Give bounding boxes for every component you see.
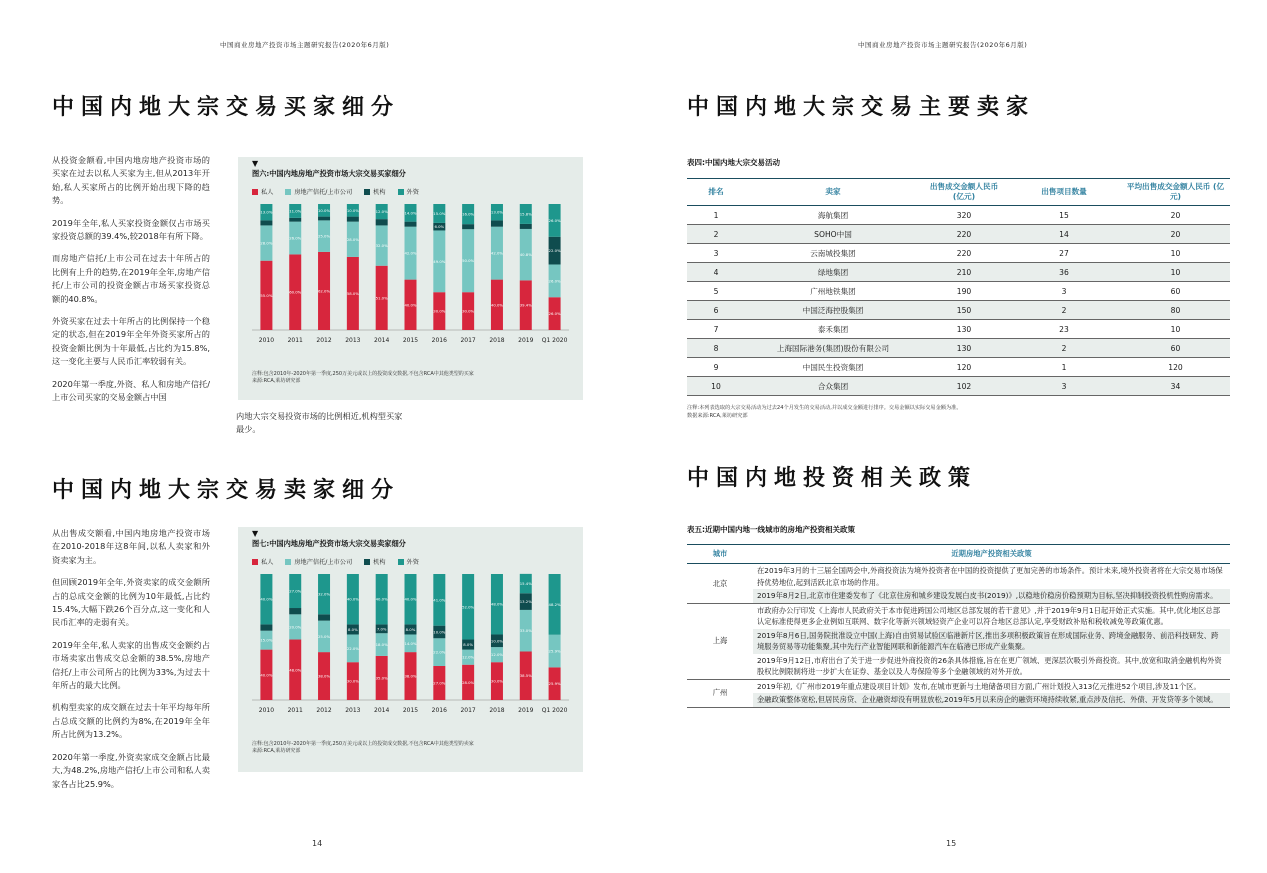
data-label: 51.0%: [375, 295, 388, 301]
data-label: 50.0%: [462, 258, 475, 264]
table-cell: 10: [1121, 320, 1230, 339]
table-cell: 120: [921, 358, 1007, 377]
data-label: 22.0%: [548, 248, 561, 254]
paragraph: 2019年全年,私人买家投资金额仅占市场买家投资总额的39.4%,较2018年有所下降。: [52, 217, 210, 242]
table-note-line: 注释:本列表选取的大宗交易活动为过去24个月发生的交易活动,并以成交金额进行排序。交易金额以实际交易金额为准。: [687, 405, 962, 411]
bar-segment: [347, 217, 359, 222]
buyers-text-column: [52, 154, 210, 414]
table-cell: 34: [1121, 377, 1230, 396]
data-label: 13.2%: [519, 599, 532, 605]
sellers-text-column: [52, 527, 210, 800]
paragraph: 从投资金额看,中国内地房地产投资市场的买家在过去以私人买家为主,但从2013年开始,私人买家所占的比例开始出现下降的趋势。: [52, 155, 210, 206]
data-label: 48.2%: [548, 601, 561, 607]
sellers-chart-panel: [238, 527, 583, 772]
table-row: [687, 339, 1230, 358]
x-tick-label: 2014: [374, 337, 390, 344]
caret-down-icon: ▼: [252, 159, 259, 168]
x-tick-label: 2017: [460, 337, 476, 344]
policy-item: 2019年8月6日,国务院批准设立中国(上海)自由贸易试验区临港新片区,推出多项积极政策旨在形成国际业务、跨境金融服务、前沿科技研发、跨境服务贸易等功能集聚,其中先行产业智能网联和新能源汽车在临港已形成产业集聚。: [753, 629, 1230, 654]
data-label: 28.0%: [260, 240, 273, 246]
bar-segment: [491, 220, 503, 226]
paragraph: 但回顾2019年全年,外资卖家的成交金额所占的总成交金额的比例为10年最低,占比约15.4%,大幅下跌26个百分点,这一变化和人民币汇率的走弱有关。: [52, 577, 210, 628]
buyers-chart-panel: [238, 157, 583, 400]
running-header: 中国商业房地产投资市场主题研究报告(2020年6月版): [858, 41, 1028, 49]
table-cell: 2: [1007, 339, 1121, 358]
bar-segment: [289, 608, 301, 614]
bar-segment: [260, 624, 272, 630]
table-cell: 120: [1121, 358, 1230, 377]
legend-swatch: [252, 189, 258, 195]
table-cell: 9: [687, 358, 745, 377]
data-label: 40.0%: [260, 672, 273, 678]
data-label: 27.0%: [433, 680, 446, 686]
table-row: [687, 301, 1230, 320]
table-cell: 14: [1007, 225, 1121, 244]
table-cell: 上海国际港务(集团)股份有限公司: [745, 339, 921, 358]
table-cell: 7: [687, 320, 745, 339]
data-label: 16.0%: [462, 211, 475, 217]
policy-row: [687, 604, 1230, 680]
bar-segment: [318, 217, 330, 221]
data-label: 38.0%: [318, 673, 331, 679]
table-cell: 130: [921, 320, 1007, 339]
chart-legend: [252, 187, 419, 196]
legend-label: 外资: [406, 559, 419, 566]
column-header: 城市: [712, 549, 728, 559]
table-cell: 102: [921, 377, 1007, 396]
table-row: [687, 206, 1230, 225]
data-label: 30.0%: [462, 308, 475, 314]
x-tick-label: 2019: [518, 337, 534, 344]
x-tick-label: 2015: [402, 707, 419, 714]
table-cell: 绿地集团: [745, 263, 921, 282]
data-label: 25.0%: [318, 233, 331, 239]
column-header: 平均出售成交金额人民币 (亿元): [1121, 179, 1230, 206]
data-label: 12.0%: [375, 209, 388, 215]
policy-item: 金融政策整体宽松,但居民房贷、企业融资却没有明显放松,2019年5月以来房企的融资环境持续收紧,重点涉及信托、外债、开发贷等多个领域。: [753, 693, 1230, 707]
policy-table: [687, 544, 1230, 708]
x-tick-label: Q1 2020: [541, 337, 568, 344]
table-cell: 190: [921, 282, 1007, 301]
table-cell: 广州地铁集团: [745, 282, 921, 301]
chart-caption: 图七:中国内地房地产投资市场大宗交易卖家细分: [252, 539, 406, 548]
chart-note: [252, 371, 474, 385]
legend-label: 私人: [261, 559, 274, 566]
data-label: 40.8%: [519, 252, 532, 258]
page-number: 14: [312, 839, 323, 848]
paragraph: 从出售成交额看,中国内地房地产投资市场在2010-2018年这8年间,以私人卖家和外资卖家为主。: [52, 528, 210, 565]
legend-label: 房地产信托/上市公司: [294, 189, 353, 196]
table-cell: 2: [687, 225, 745, 244]
data-label: 28.0%: [462, 679, 475, 685]
data-label: 40.0%: [346, 596, 359, 602]
table-cell: 130: [921, 339, 1007, 358]
paragraph: 外资买家在过去十年所占的比例保持一个稳定的状态,但在2019年全年外资买家所占的投资金额比例为十年最低,占比约为15.8%,这一变化主要与人民币汇率较弱有关。: [52, 316, 210, 367]
data-label: 14.0%: [404, 210, 417, 216]
x-tick-label: 2013: [345, 337, 361, 344]
data-label: 40.0%: [404, 596, 417, 602]
x-tick-label: 2018: [489, 337, 505, 344]
table-row: [687, 320, 1230, 339]
paragraph: 而房地产信托/上市公司在过去十年所占的比例有上升的趋势,在2019年全年,房地产信托/上市公司的投资金额占市场买家投资总额的40.8%。: [52, 253, 210, 304]
bar-segment: [520, 224, 532, 229]
table-cell: 合众集团: [745, 377, 921, 396]
buyers-continuation-text: 内地大宗交易投资市场的比例相近,机构型买家最少。: [236, 411, 403, 435]
table-cell: 320: [921, 206, 1007, 225]
data-label: 8.0%: [348, 626, 358, 632]
table-cell: 10: [1121, 244, 1230, 263]
x-tick-label: 2012: [316, 707, 332, 714]
data-label: 15.0%: [433, 210, 446, 216]
caret-down-icon: ▼: [252, 529, 259, 538]
table-cell: 3: [1007, 377, 1121, 396]
data-label: 40.0%: [375, 596, 388, 602]
table-caption: 表四:中国内地大宗交易活动: [687, 158, 780, 167]
data-label: 41.0%: [433, 597, 446, 603]
x-tick-label: 2019: [518, 707, 534, 714]
data-label: 12.0%: [462, 654, 475, 660]
x-tick-label: 2016: [431, 337, 447, 344]
bar-segment: [405, 222, 417, 227]
table-row: [687, 263, 1230, 282]
data-label: 6.0%: [434, 224, 445, 230]
x-tick-label: 2010: [258, 707, 275, 714]
data-label: 62.0%: [318, 288, 331, 294]
table-cell: SOHO中国: [745, 225, 921, 244]
table-cell: 1: [687, 206, 745, 225]
table-cell: 20: [1121, 225, 1230, 244]
table-cell: 27: [1007, 244, 1121, 263]
policy-city: 上海: [712, 636, 728, 646]
data-label: 18.0%: [375, 642, 388, 648]
legend-swatch: [285, 559, 291, 565]
data-label: 11.0%: [289, 208, 302, 214]
table-header-row: [687, 179, 1230, 206]
data-label: 8.0%: [463, 642, 473, 648]
data-label: 13.0%: [260, 209, 273, 215]
page-number: 15: [946, 839, 957, 848]
data-label: 7.0%: [376, 626, 387, 632]
legend-swatch: [364, 559, 370, 565]
policy-section-title: 中国内地投资相关政策: [687, 466, 978, 491]
column-header: 出售成交金额人民币 (亿元): [921, 179, 1007, 206]
data-label: 30.0%: [346, 678, 359, 684]
data-label: 28.0%: [346, 236, 359, 242]
chart-source-line: 来源:RCA,莱坊研究部: [252, 748, 301, 754]
table-cell: 60: [1121, 339, 1230, 358]
data-label: 22.0%: [346, 645, 359, 651]
data-label: 60.0%: [289, 289, 302, 295]
data-label: 26.0%: [548, 217, 561, 223]
legend-swatch: [398, 189, 404, 195]
legend-item-private: [252, 187, 273, 196]
data-label: 25.9%: [548, 681, 561, 687]
data-label: 10.0%: [433, 629, 446, 635]
data-label: 10.0%: [490, 638, 503, 644]
legend-item-foreign: [398, 557, 419, 566]
data-label: 38.0%: [404, 673, 417, 679]
table-cell: 20: [1121, 206, 1230, 225]
table-cell: 8: [687, 339, 745, 358]
x-tick-label: 2012: [316, 337, 332, 344]
table-cell: 3: [1007, 282, 1121, 301]
policy-city: 广州: [712, 688, 728, 698]
chart-note: [252, 741, 474, 755]
table-cell: 60: [1121, 282, 1230, 301]
chart-note-line: 注释:包含2010年-2020年第一季度,250万美元或以上的投资成交数据,不包含RCA中其他类型的买家: [252, 371, 474, 377]
data-label: 10.0%: [346, 207, 359, 213]
table-cell: 中国泛海控股集团: [745, 301, 921, 320]
top-sellers-table: [687, 178, 1230, 396]
table-cell: 中国民生投资集团: [745, 358, 921, 377]
data-label: 14.0%: [404, 640, 417, 646]
data-label: 32.0%: [375, 243, 388, 249]
data-label: 15.8%: [519, 211, 532, 217]
paragraph: 2019年全年,私人卖家的出售成交金额约占市场卖家出售成交总金额的38.5%,房地产信托/上市公司所占的比例为33%,为过去十年所占的最大比例。: [52, 639, 210, 691]
policy-city: 北京: [712, 578, 728, 588]
data-label: 52.0%: [462, 604, 475, 610]
paragraph: 2020年第一季度,外资、私人和房地产信托/上市公司买家的交易金额占中国: [52, 378, 210, 403]
policy-item: 2019年初,《广州市2019年重点建设项目计划》发布,在城市更新与土地储备项目方面,广州计划投入313亿元推进52个项目,涉及11个区。: [757, 681, 1201, 691]
data-label: 33.0%: [519, 628, 532, 634]
legend-item-foreign: [398, 187, 419, 196]
table-row: [687, 244, 1230, 263]
legend-label: 机构: [373, 189, 386, 196]
data-label: 55.0%: [260, 292, 273, 298]
table-cell: 5: [687, 282, 745, 301]
policy-item: 2019年9月12日,市府出台了关于进一步促进外商投资的26条具体措施,旨在在更广领域、更深层次吸引外商投资。其中,放宽和取消金融机构外资股权比例限制将进一步扩大在证券、基金以及人寿保险等多个金融领域的对外开放。: [757, 655, 1222, 676]
data-label: 25.0%: [318, 633, 331, 639]
policy-item: 在2019年3月的十三届全国两会中,外商投资法为境外投资者在中国的投资提供了更加完善的市场条件。预计未来,境外投资者将在大宗交易市场保持优势地位,起到活跃北京市场的作用。: [757, 566, 1223, 587]
data-label: 30.0%: [490, 678, 503, 684]
x-tick-label: 2018: [489, 707, 505, 714]
table-cell: 海航集团: [745, 206, 921, 225]
bar-segment: [462, 224, 474, 229]
table-body: [687, 206, 1230, 396]
chart-note-line: 注释:包含2010年-2020年第一季度,250万美元或以上的投资成交数据,不包含RCA中其他类型的卖家: [252, 741, 474, 747]
data-label: 48.0%: [289, 667, 302, 673]
table-row: [687, 225, 1230, 244]
data-label: 10.0%: [318, 207, 331, 213]
table-caption: 表五:近期中国内地一线城市的房地产投资相关政策: [687, 525, 855, 534]
data-label: 49.0%: [433, 258, 446, 264]
legend-item-private: [252, 557, 273, 566]
table-cell: 云南城投集团: [745, 244, 921, 263]
table-note: [687, 405, 962, 420]
data-label: 38.5%: [519, 673, 532, 679]
chart-source-line: 来源:RCA,莱坊研究部: [252, 378, 301, 384]
column-header: 卖家: [745, 179, 921, 206]
data-label: 40.0%: [404, 302, 417, 308]
policy-items: [753, 680, 1230, 707]
policy-row: [687, 564, 1230, 604]
x-tick-label: Q1 2020: [541, 707, 568, 714]
left-page: [0, 0, 633, 873]
table-cell: 10: [1121, 263, 1230, 282]
data-label: 42.0%: [404, 250, 417, 256]
chart-legend: [252, 557, 419, 566]
data-label: 40.0%: [260, 596, 273, 602]
data-label: 32.0%: [318, 591, 331, 597]
data-label: 20.0%: [289, 624, 302, 630]
table-row: [687, 377, 1230, 396]
data-label: 26.0%: [289, 235, 302, 241]
table-cell: 210: [921, 263, 1007, 282]
data-label: 25.9%: [548, 648, 561, 654]
table-row: [687, 282, 1230, 301]
column-header: 出售项目数量: [1007, 179, 1121, 206]
data-label: 26.0%: [548, 278, 561, 284]
table-cell: 15: [1007, 206, 1121, 225]
policy-item: 2019年8月2日,北京市住建委发布了《北京住房和城乡建设发展白皮书(2019)》,以稳地价稳房价稳预期为目标,坚决抑制投资投机性购房需求。: [753, 589, 1230, 603]
table-cell: 泰禾集团: [745, 320, 921, 339]
legend-item-institution: [364, 187, 385, 196]
bar-segment: [318, 614, 330, 620]
data-label: 13.0%: [490, 209, 503, 215]
x-tick-label: 2010: [258, 337, 275, 344]
data-label: 42.0%: [490, 250, 503, 256]
x-tick-label: 2016: [431, 707, 447, 714]
buyers-section-title: 中国内地大宗交易买家细分: [52, 95, 401, 120]
bar-segment: [289, 218, 301, 222]
column-header: 近期房地产投资相关政策: [951, 549, 1032, 559]
table-cell: 80: [1121, 301, 1230, 320]
bar-segment: [376, 219, 388, 225]
sellers-section-title: 中国内地大宗交易卖家细分: [52, 478, 401, 503]
legend-label: 私人: [261, 189, 274, 196]
table-source-line: 数据来源:RCA,莱坊研究部: [687, 412, 748, 419]
table-cell: 23: [1007, 320, 1121, 339]
legend-label: 机构: [373, 559, 386, 566]
policy-row: [687, 680, 1230, 708]
paragraph: 2020年第一季度,外资卖家成交金额占比最大,为48.2%,房地产信托/上市公司和私人卖家各占比25.9%。: [52, 751, 210, 789]
table-cell: 220: [921, 244, 1007, 263]
x-tick-label: 2013: [345, 707, 361, 714]
data-label: 58.0%: [346, 290, 359, 296]
data-label: 15.4%: [519, 581, 532, 587]
x-tick-label: 2014: [374, 707, 390, 714]
legend-label: 房地产信托/上市公司: [294, 559, 353, 566]
paragraph: 机构型卖家的成交额在过去十年平均每年所占总成交额的比例约为8%,在2019年全年所占比例为13.2%。: [52, 702, 210, 740]
table-cell: 2: [1007, 301, 1121, 320]
table-body: [687, 564, 1230, 708]
data-label: 30.0%: [433, 308, 446, 314]
table-cell: 220: [921, 225, 1007, 244]
policy-item: 市政府办公厅印发《上海市人民政府关于本市促进跨国公司地区总部发展的若干意见》,并于2019年9月1日起开始正式实施。其中,优化地区总部认定标准使得更多企业例如互联网、数字化等新兴领域轻资产企业可以符合地区总部认定,享受财政补贴和税收减免等政策优惠。: [757, 605, 1221, 626]
main-sellers-section-title: 中国内地大宗交易主要卖家: [687, 95, 1036, 120]
table-header-row: [687, 544, 1230, 564]
legend-item-institution: [364, 557, 385, 566]
x-tick-label: 2011: [287, 337, 303, 344]
data-label: 39.4%: [519, 302, 532, 308]
data-label: 22.0%: [433, 649, 446, 655]
legend-swatch: [285, 189, 291, 195]
table-cell: 6: [687, 301, 745, 320]
column-header: 排名: [687, 179, 745, 206]
legend-item-reit: [285, 557, 352, 566]
legend-swatch: [364, 189, 370, 195]
data-label: 8.0%: [405, 626, 416, 632]
legend-swatch: [398, 559, 404, 565]
data-label: 40.0%: [490, 302, 503, 308]
table-cell: 4: [687, 263, 745, 282]
data-label: 12.0%: [490, 652, 503, 658]
policy-items: [753, 564, 1230, 603]
buyers-stacked-bar-chart: [238, 200, 583, 365]
sellers-stacked-bar-chart: [238, 570, 583, 735]
table-cell: 3: [687, 244, 745, 263]
table-cell: 36: [1007, 263, 1121, 282]
data-label: 26.0%: [548, 311, 561, 317]
data-label: 27.0%: [289, 588, 302, 594]
legend-item-reit: [285, 187, 352, 196]
legend-label: 外资: [406, 189, 419, 196]
table-cell: 150: [921, 301, 1007, 320]
data-label: 48.0%: [490, 601, 503, 607]
legend-swatch: [252, 559, 258, 565]
x-tick-label: 2015: [402, 337, 419, 344]
running-header: 中国商业房地产投资市场主题研究报告(2020年6月版): [220, 41, 390, 49]
table-cell: 10: [687, 377, 745, 396]
table-cell: 1: [1007, 358, 1121, 377]
chart-caption: 图六:中国内地房地产投资市场大宗交易买家细分: [252, 169, 406, 178]
bar-segment: [260, 220, 272, 225]
data-label: 15.0%: [260, 637, 273, 643]
right-page: [633, 0, 1267, 873]
data-label: 35.0%: [375, 675, 388, 681]
x-tick-label: 2017: [460, 707, 476, 714]
x-tick-label: 2011: [287, 707, 303, 714]
policy-items: [753, 604, 1230, 679]
table-row: [687, 358, 1230, 377]
